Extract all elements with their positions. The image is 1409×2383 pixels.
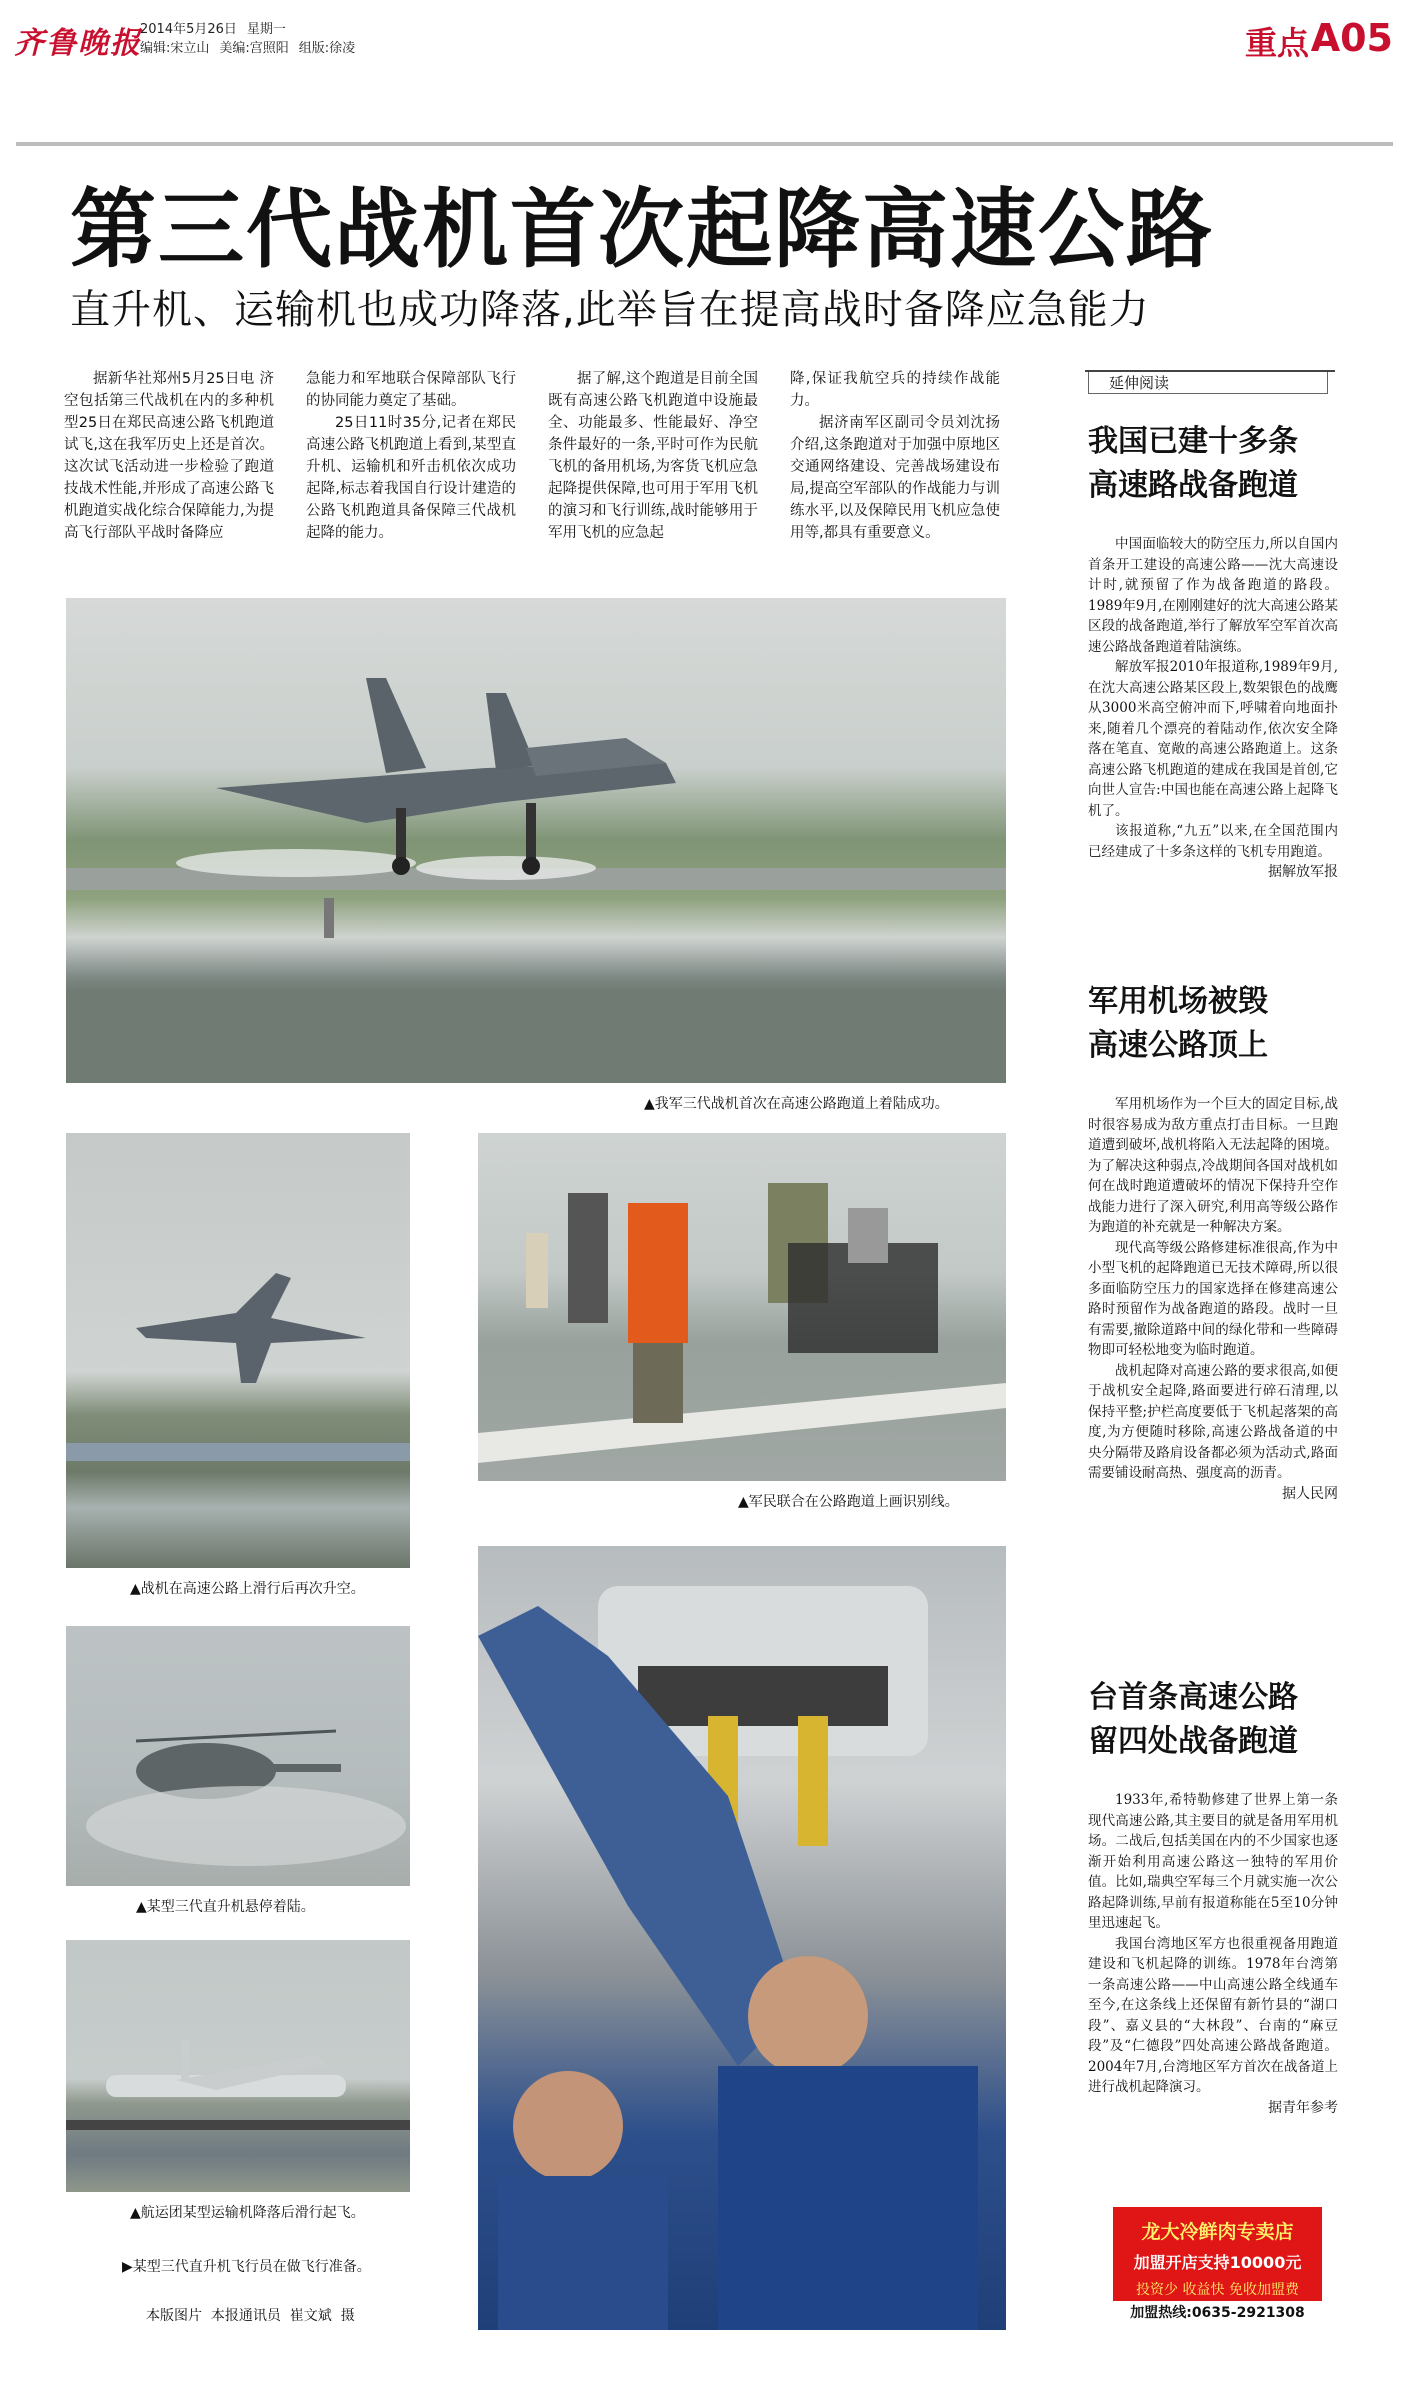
- sidebar-story-3-title-line-1: 台首条高速公路: [1088, 1680, 1298, 1715]
- sidebar-story-2-body: [1088, 1094, 1338, 1504]
- art-editor: 美编:宫照阳: [219, 41, 289, 56]
- article-paragraph: 25日11时35分,记者在郑民高速公路飞机跑道上看到,某型直升机、运输机和歼击机依次成功起降,标志着我国自行设计建造的公路飞机跑道具备保障三代战机起降的能力。: [306, 415, 516, 541]
- photo-caption-5: ▲航运团某型运输机降落后滑行起飞。: [130, 2205, 365, 2221]
- section-label: 重点: [1244, 24, 1309, 62]
- article-paragraph: 据新华社郑州5月25日电 济空包括第三代战机在内的多种机型25日在郑民高速公路飞机跑道试飞,这在我军历史上还是首次。这次试飞活动进一步检验了跑道技战术性能,并形成了高速公路飞机跑道实战化综合保障能力,为提高飞行部队平战时备降应: [64, 371, 274, 541]
- sidebar-story-1-title-line-2: 高速路战备跑道: [1088, 468, 1298, 503]
- sidebar-source: 据青年参考: [1268, 2099, 1338, 2116]
- photo-caption-2: ▲战机在高速公路上滑行后再次升空。: [130, 1581, 365, 1597]
- article-paragraph: 降,保证我航空兵的持续作战能力。: [790, 371, 1000, 409]
- fighter-jet-illustration: [66, 598, 1006, 1083]
- article-paragraph: 据济南军区副司令员刘沈扬介绍,这条跑道对于加强中原地区交通网络建设、完善战场建设布局,提高空军部队的作战能力与训练水平,以及保障民用飞机应急使用等,都具有重要意义。: [790, 415, 1000, 541]
- sidebar-story-2-title-line-2: 高速公路顶上: [1088, 1028, 1268, 1063]
- sidebar-paragraph: 军用机场作为一个巨大的固定目标,战时很容易成为敌方重点打击目标。一旦跑道遭到破坏,战机将陷入无法起降的困境。为了解决这种弱点,冷战期间各国对战机如何在战时跑道遭破坏的情况下保持升空作战能力进行了深入研究,利用高等级公路作为跑道的补充就是一种解决方案。: [1088, 1096, 1338, 1235]
- sidebar-story-2-title-line-1: 军用机场被毁: [1088, 984, 1268, 1019]
- sidebar-paragraph: 1933年,希特勒修建了世界上第一条现代高速公路,其主要目的就是备用军用机场。二战后,包括美国在内的不少国家也逐渐开始利用高速公路这一独特的军用价值。比如,瑞典空军每三个月就实施一次公路起降训练,早前有报道称能在5至10分钟里迅速起飞。: [1088, 1792, 1338, 1931]
- article-paragraph: 急能力和军地联合保障部队飞行的协同能力奠定了基础。: [306, 371, 516, 409]
- sidebar-paragraph: 战机起降对高速公路的要求很高,如便于战机安全起降,路面要进行碎石清理,以保持平整;护栏高度要低于飞机起落架的高度,为方便随时移除,高速公路战备道的中央分隔带及路肩设备都必须为活动式,路面需要铺设耐高热、强度高的沥青。: [1088, 1362, 1338, 1481]
- sidebar-story-1-title-line-1: 我国已建十多条: [1088, 424, 1298, 459]
- sidebar-story-2: [1088, 980, 1338, 1504]
- ad-subtitle: 加盟开店支持10000元: [1133, 2253, 1302, 2272]
- article-paragraph: 据了解,这个跑道是目前全国既有高速公路飞机跑道中设施最全、功能最多、性能最好、净空条件最好的一条,平时可作为民航飞机的备用机场,为客货飞机应急起降提供保障,也可用于军用飞机的演习和飞行训练,战时能够用于军用飞机的应急起: [548, 371, 758, 541]
- headline: 第三代战机首次起降高速公路: [70, 180, 1214, 280]
- sidebar-story-3-body: [1088, 1790, 1338, 2118]
- page-number: A05: [1310, 16, 1393, 60]
- ad-hotline: 加盟热线:0635-2921308: [1113, 2301, 1322, 2325]
- article-column-1: [64, 368, 274, 544]
- newspaper-logo: 齐鲁晚报: [14, 26, 142, 61]
- photo-jet-takeoff: [66, 1133, 410, 1568]
- sidebar-story-1: [1088, 420, 1338, 883]
- article-column-3: [548, 368, 758, 544]
- layout-editor: 组版:徐凌: [298, 41, 356, 56]
- photo-helicopter-pilots: [478, 1546, 1006, 2330]
- sidebar-paragraph: 现代高等级公路修建标准很高,作为中小型飞机的起降跑道已无技术障碍,所以很多面临防空压力的国家选择在修建高速公路时预留作为战备跑道的路段。战时一旦有需要,撤除道路中间的绿化带和一些障碍物即可轻松地变为临时跑道。: [1088, 1239, 1338, 1358]
- issue-weekday: 星期一: [246, 22, 286, 37]
- sidebar-story-3-title-line-2: 留四处战备跑道: [1088, 1724, 1298, 1759]
- photo-caption-main: ▲我军三代战机首次在高速公路跑道上着陆成功。: [644, 1096, 949, 1112]
- photo-caption-3: ▲军民联合在公路跑道上画识别线。: [738, 1494, 959, 1510]
- issue-date: 2014年5月26日: [140, 22, 237, 37]
- issue-meta: [140, 20, 365, 58]
- subheadline: 直升机、运输机也成功降落,此举旨在提高战时备降应急能力: [70, 287, 1150, 333]
- photo-transport-plane: [66, 1940, 410, 2192]
- photo-fighter-landing: [66, 598, 1006, 1083]
- ad-title: 龙大冷鲜肉专卖店: [1141, 2221, 1294, 2243]
- photo-workers-painting: [478, 1133, 1006, 1481]
- sidebar-source: 据人民网: [1282, 1485, 1338, 1502]
- sidebar-story-1-body: [1088, 534, 1338, 883]
- sidebar-story-3: [1088, 1676, 1338, 2118]
- sidebar-paragraph: 该报道称,“九五”以来,在全国范围内已经建成了十多条这样的飞机专用跑道。: [1088, 823, 1338, 860]
- photo-credit: 本版图片 本报通讯员 崔文斌 摄: [146, 2308, 355, 2324]
- advertisement: [1113, 2207, 1322, 2325]
- photo-caption-4: ▲某型三代直升机悬停着陆。: [136, 1899, 315, 1915]
- ad-slogan: 投资少 收益快 免收加盟费: [1136, 2282, 1299, 2298]
- editor: 编辑:宋立山: [140, 41, 210, 56]
- sidebar-paragraph: 我国台湾地区军方也很重视备用跑道建设和飞机起降的训练。1978年台湾第一条高速公路——中山高速公路全线通车至今,在这条线上还保留有新竹县的“湖口段”、嘉义县的“大林段”、台南的“麻豆段”及“仁德段”四处高速公路战备跑道。2004年7月,台湾地区军方首次在战备道上进行战机起降演习。: [1088, 1935, 1338, 2095]
- article-column-2: [306, 368, 516, 544]
- sidebar-tag: 延伸阅读: [1088, 372, 1328, 394]
- photo-caption-6: ▶某型三代直升机飞行员在做飞行准备。: [122, 2259, 371, 2275]
- article-column-4: [790, 368, 1000, 544]
- photo-helicopter-hover: [66, 1626, 410, 1886]
- header-rule: [16, 142, 1393, 146]
- sidebar-paragraph: 解放军报2010年报道称,1989年9月,在沈大高速公路某区段上,数架银色的战鹰从3000米高空俯冲而下,呼啸着向地面扑来,随着几个漂亮的着陆动作,依次安全降落在笔直、宽敞的高速公路跑道上。这条高速公路飞机跑道的建成在我国是首创,它向世人宣告:中国也能在高速公路上起降飞机了。: [1088, 659, 1338, 819]
- sidebar-paragraph: 中国面临较大的防空压力,所以自国内首条开工建设的高速公路——沈大高速设计时,就预留了作为战备跑道的路段。1989年9月,在刚刚建好的沈大高速公路某区段的战备跑道,举行了解放军空军首次高速公路战备跑道着陆演练。: [1088, 536, 1338, 655]
- sidebar-source: 据解放军报: [1268, 864, 1338, 880]
